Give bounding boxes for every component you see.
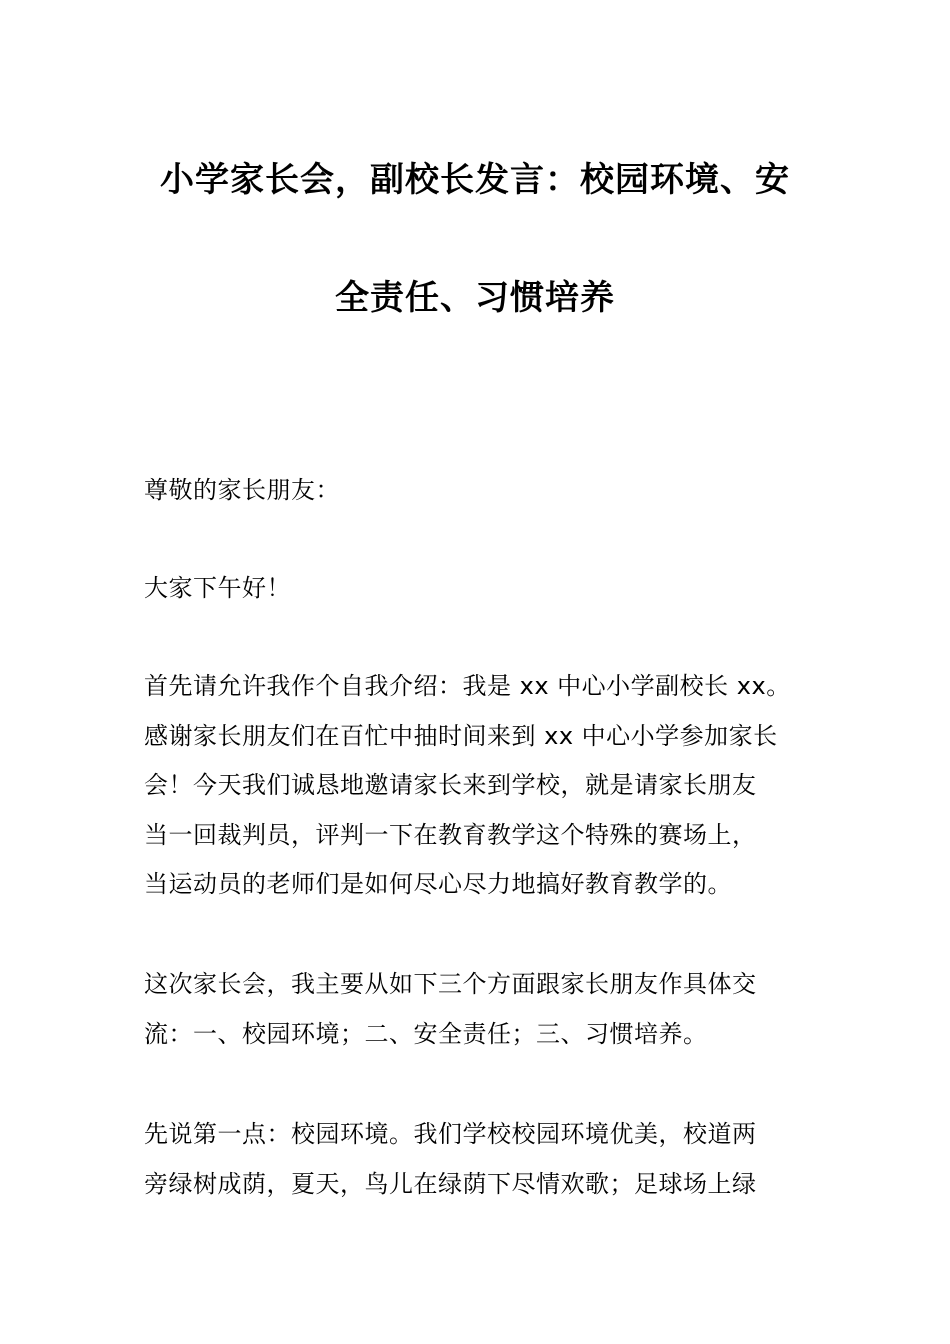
outline-line: 流：一、校园环境；二、安全责任；三、习惯培养。 xyxy=(144,1019,708,1048)
outline-line: 这次家长会，我主要从如下三个方面跟家长朋友作具体交 xyxy=(144,970,757,998)
point-one-line: 旁绿树成荫，夏天，鸟儿在绿荫下尽情欢歌；足球场上绿 xyxy=(144,1169,757,1198)
document-title-line-1: 小学家长会，副校长发言：校园环境、安 xyxy=(160,160,790,200)
intro-line: 感谢家长朋友们在百忙中抽时间来到 xx 中心小学参加家长 xyxy=(144,721,778,750)
outline-paragraph xyxy=(144,960,812,1059)
intro-line: 当运动员的老师们是如何尽心尽力地搞好教育教学的。 xyxy=(144,870,732,898)
point-one-line: 先说第一点：校园环境。我们学校校园环境优美，校道两 xyxy=(144,1120,757,1148)
greeting-text: 大家下午好！ xyxy=(144,574,291,602)
greeting-paragraph xyxy=(144,564,812,614)
intro-paragraph xyxy=(144,662,812,910)
intro-line: 首先请允许我作个自我介绍：我是 xx 中心小学副校长 xx。 xyxy=(144,672,791,700)
intro-line: 当一回裁判员，评判一下在教育教学这个特殊的赛场上， xyxy=(144,820,757,849)
salutation-paragraph xyxy=(144,466,812,516)
point-one-paragraph xyxy=(144,1110,812,1209)
intro-line: 会！今天我们诚恳地邀请家长来到学校，就是请家长朋友 xyxy=(144,771,757,799)
salutation-text: 尊敬的家长朋友： xyxy=(144,476,340,504)
document-title-line-2: 全责任、习惯培养 xyxy=(335,278,615,318)
